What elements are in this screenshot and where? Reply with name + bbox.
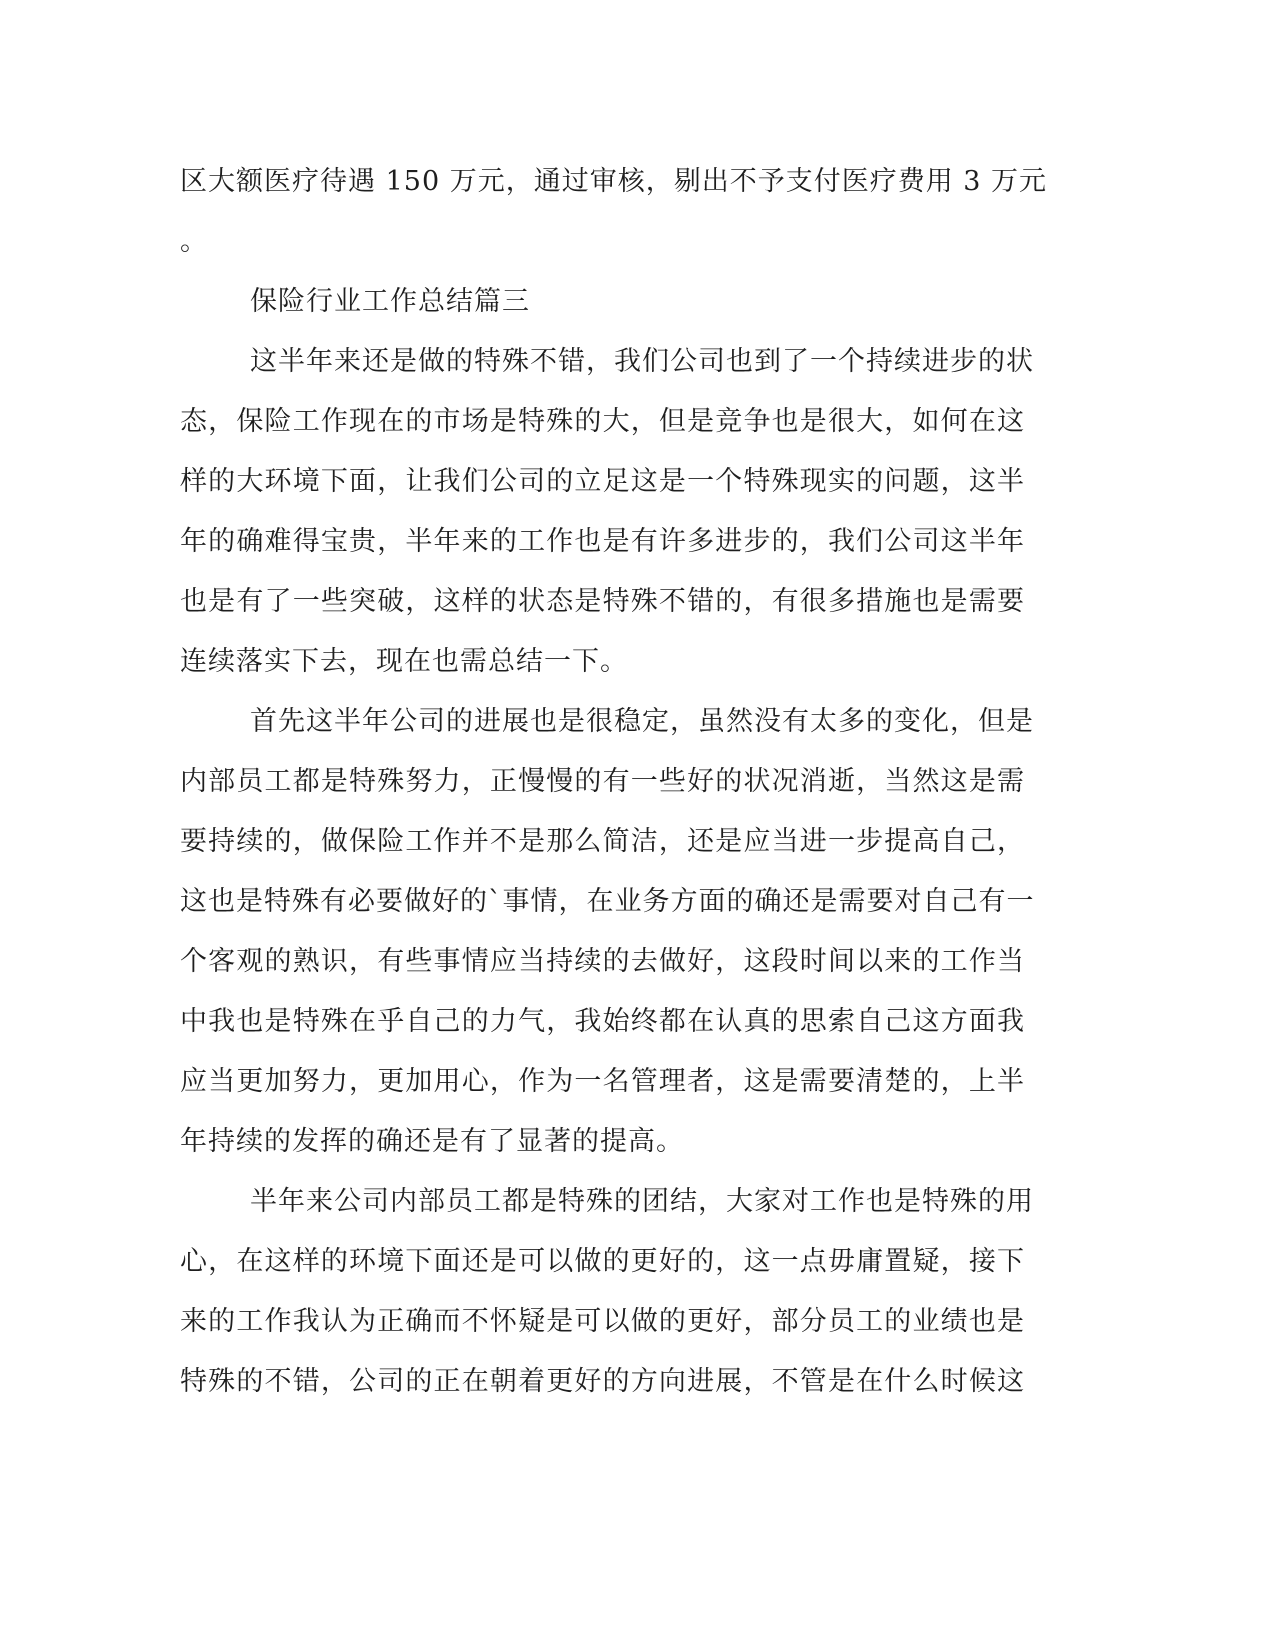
text-line: 这也是特殊有必要做好的`事情，在业务方面的确还是需要对自己有一 [180, 886, 1035, 917]
text-line: 心，在这样的环境下面还是可以做的更好的，这一点毋庸置疑，接下 [180, 1246, 1025, 1277]
paragraph-first-line: 这半年来还是做的特殊不错，我们公司也到了一个持续进步的状 [250, 346, 1034, 377]
document-body [180, 152, 1048, 1412]
text-line: 连续落实下去，现在也需总结一下。 [180, 646, 628, 677]
text-line: 要持续的，做保险工作并不是那么简洁，还是应当进一步提高自己， [180, 826, 1025, 857]
text-line: 年的确难得宝贵，半年来的工作也是有许多进步的，我们公司这半年 [180, 526, 1025, 557]
text-line: 区大额医疗待遇 150 万元，通过审核，剔出不予支付医疗费用 3 万元 [180, 166, 1048, 197]
paragraph-first-line: 半年来公司内部员工都是特殊的团结，大家对工作也是特殊的用 [250, 1186, 1034, 1217]
text-line: 年持续的发挥的确还是有了显著的提高。 [180, 1126, 684, 1157]
text-line: 样的大环境下面，让我们公司的立足这是一个特殊现实的问题，这半 [180, 466, 1025, 497]
text-line: 中我也是特殊在乎自己的力气，我始终都在认真的思索自己这方面我 [180, 1006, 1025, 1037]
text-line: 来的工作我认为正确而不怀疑是可以做的更好，部分员工的业绩也是 [180, 1306, 1025, 1337]
text-line: 内部员工都是特殊努力，正慢慢的有一些好的状况消逝，当然这是需 [180, 766, 1025, 797]
paragraph-first-line: 保险行业工作总结篇三 [250, 286, 530, 317]
text-line: 。 [180, 226, 208, 257]
text-line: 个客观的熟识，有些事情应当持续的去做好，这段时间以来的工作当 [180, 946, 1025, 977]
text-line: 应当更加努力，更加用心，作为一名管理者，这是需要清楚的，上半 [180, 1066, 1025, 1097]
paragraph-first-line: 首先这半年公司的进展也是很稳定，虽然没有太多的变化，但是 [250, 706, 1034, 737]
text-line: 特殊的不错，公司的正在朝着更好的方向进展，不管是在什么时候这 [180, 1366, 1025, 1397]
text-line: 态，保险工作现在的市场是特殊的大，但是竞争也是很大，如何在这 [180, 406, 1025, 437]
text-line: 也是有了一些突破，这样的状态是特殊不错的，有很多措施也是需要 [180, 586, 1025, 617]
